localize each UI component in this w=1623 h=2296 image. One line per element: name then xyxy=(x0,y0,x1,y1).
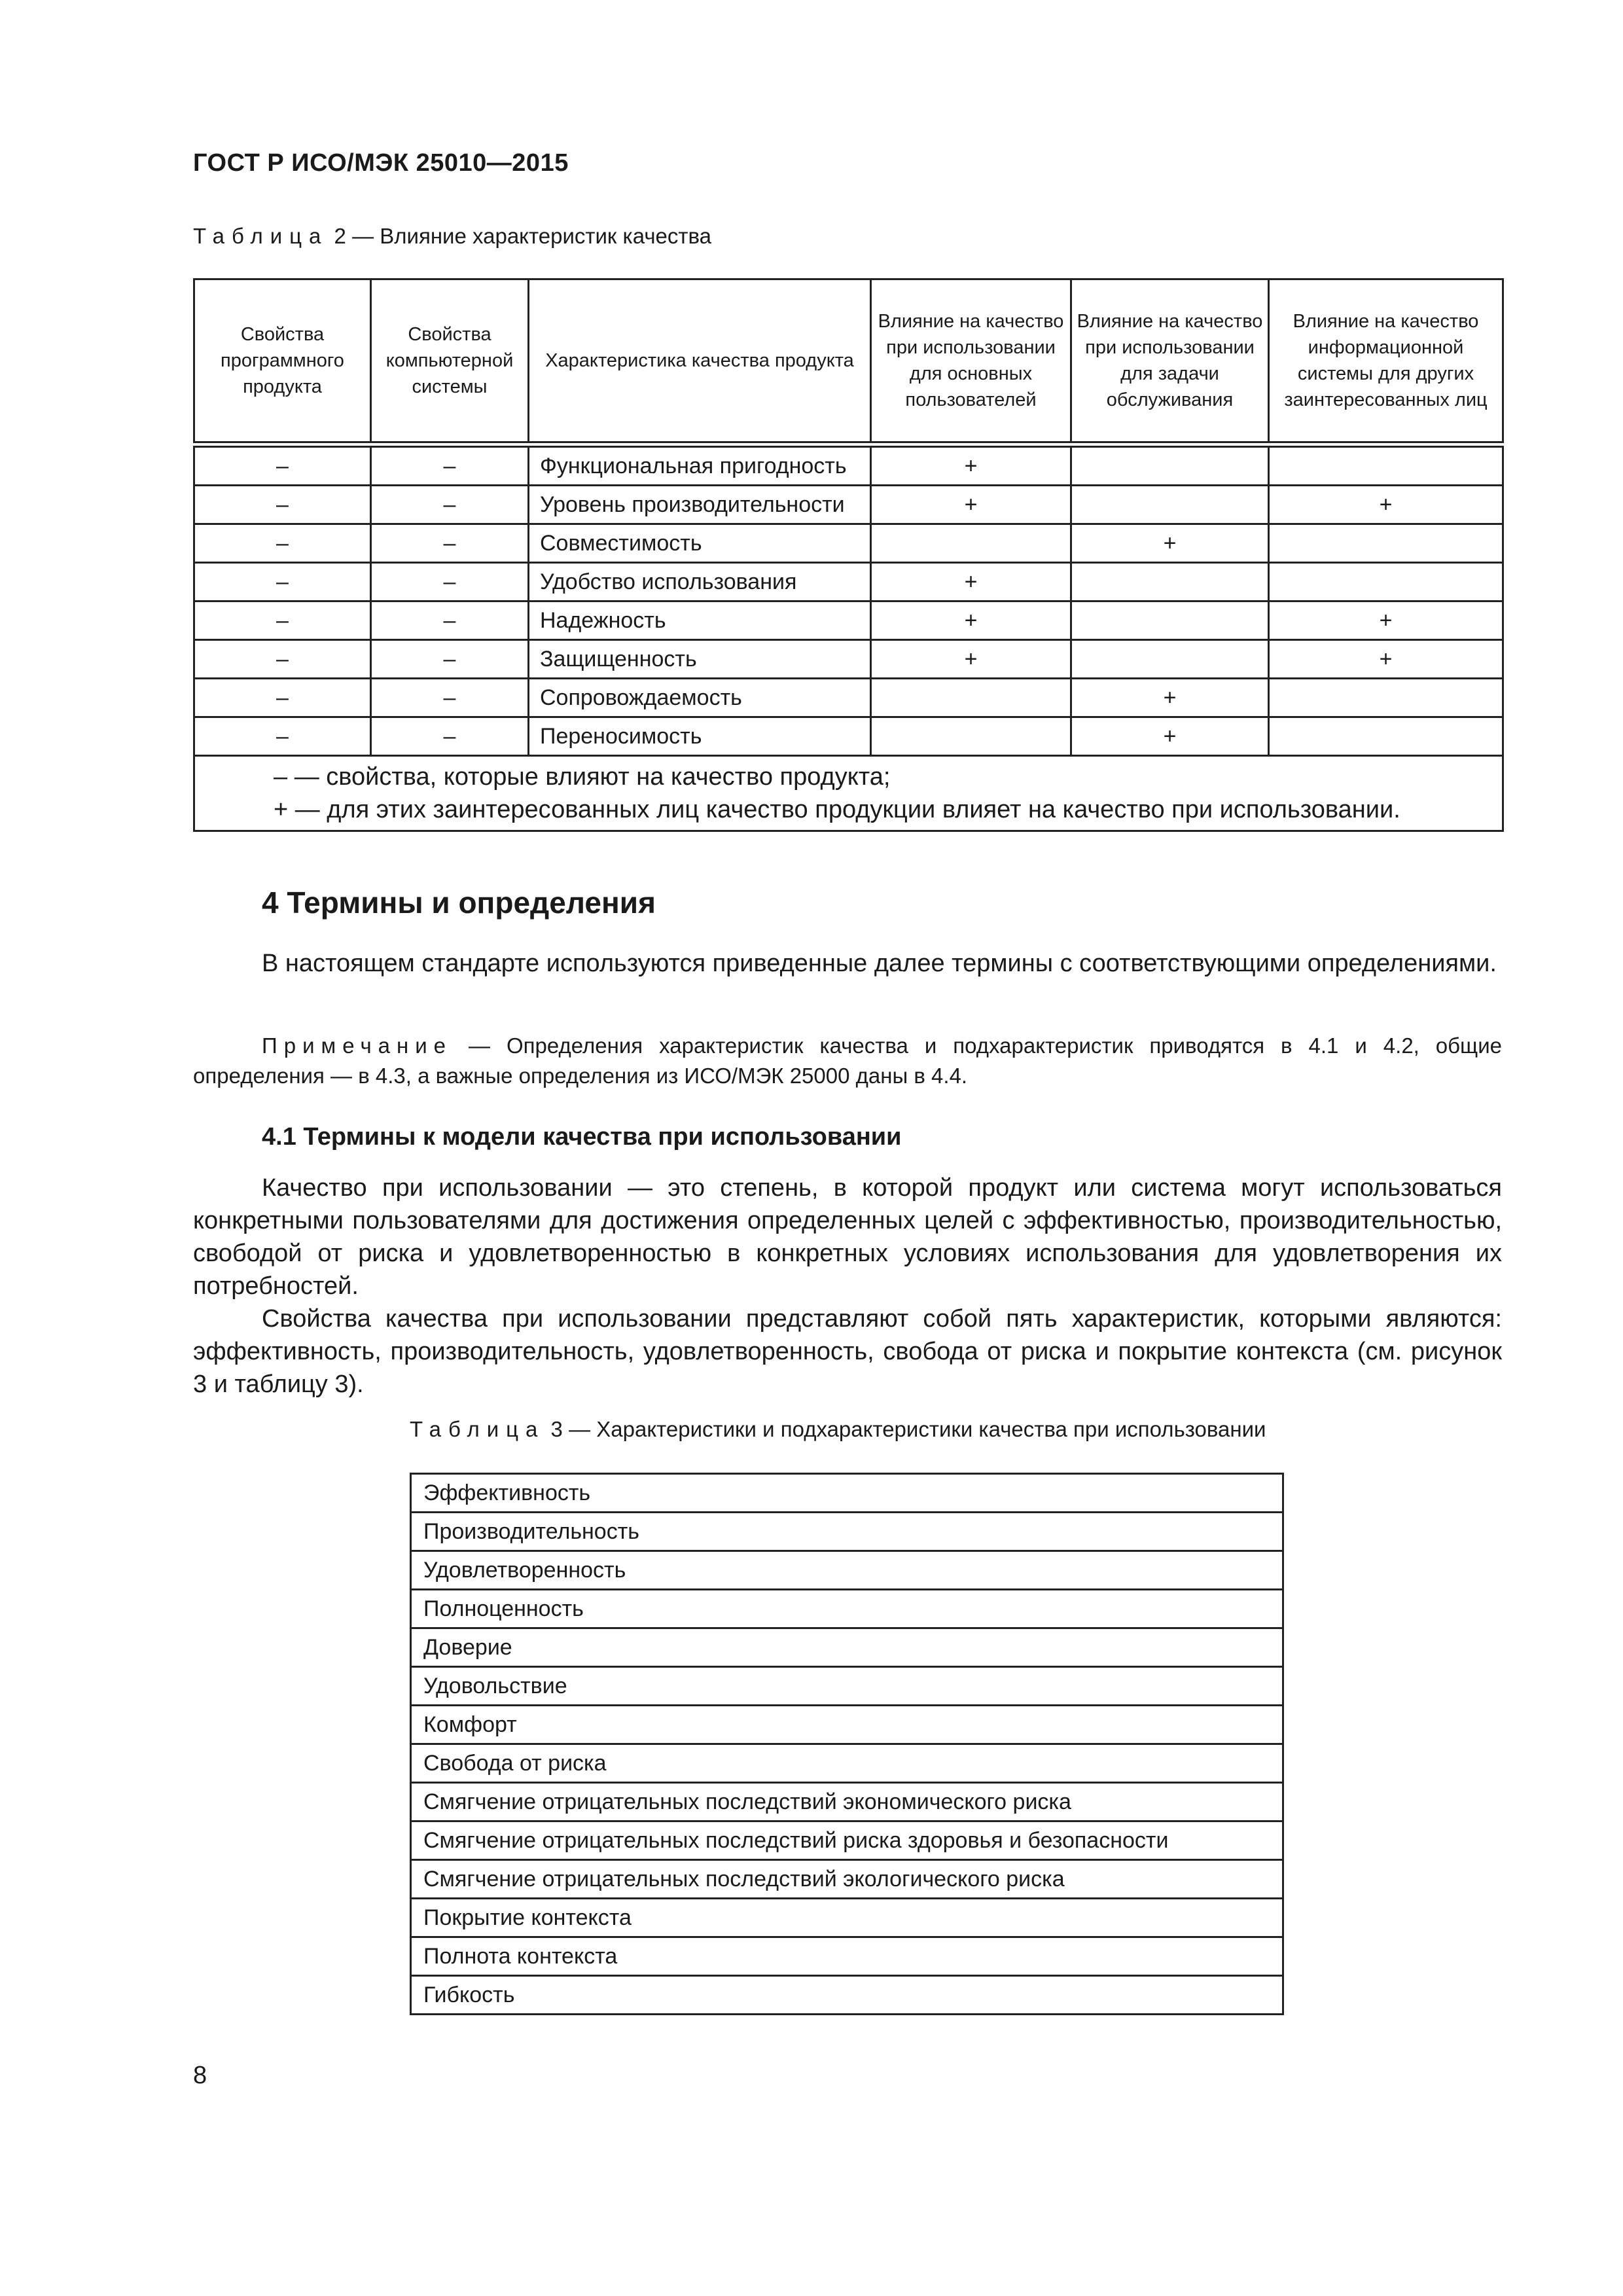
table-cell: – xyxy=(194,640,371,679)
table-cell: Смягчение отрицательных последствий риска здоровья и безопасности xyxy=(411,1821,1283,1860)
table-cell: + xyxy=(1071,679,1269,717)
table-cell: + xyxy=(871,563,1071,601)
table-cell: Производительность xyxy=(411,1513,1283,1551)
table2-caption xyxy=(193,224,711,249)
table-row xyxy=(194,524,1503,563)
table-row xyxy=(411,1513,1283,1551)
table-cell xyxy=(1269,679,1503,717)
table-cell: Переносимость xyxy=(529,717,871,756)
table-row xyxy=(411,1706,1283,1744)
table-cell: + xyxy=(871,444,1071,486)
header-computer-system-properties: Свойства компьютерной системы xyxy=(371,279,529,445)
table2-legend-row xyxy=(194,756,1503,831)
table-cell: Полноценность xyxy=(411,1590,1283,1628)
table-cell xyxy=(1269,563,1503,601)
table-cell: Функциональная пригодность xyxy=(529,444,871,486)
table-cell: – xyxy=(371,717,529,756)
table-cell: – xyxy=(371,640,529,679)
table-cell: Смягчение отрицательных последствий экологического риска xyxy=(411,1860,1283,1899)
table-cell: – xyxy=(371,679,529,717)
table-cell: – xyxy=(371,444,529,486)
table-row xyxy=(194,486,1503,524)
table-cell: + xyxy=(1269,640,1503,679)
section-4-note xyxy=(193,1031,1502,1091)
table-row xyxy=(411,1783,1283,1821)
legend-minus-line: – — свойства, которые влияют на качество продукта; xyxy=(274,763,891,791)
header-impact-primary-users: Влияние на качество при использовании для основных пользователей xyxy=(871,279,1071,445)
table-cell: Гибкость xyxy=(411,1976,1283,2015)
table-cell: – xyxy=(194,601,371,640)
table-row xyxy=(411,1667,1283,1706)
table-cell xyxy=(1071,486,1269,524)
table-cell xyxy=(871,524,1071,563)
document-header: ГОСТ Р ИСО/МЭК 25010—2015 xyxy=(193,149,569,177)
table2-header-row xyxy=(194,279,1503,445)
table-row xyxy=(411,1474,1283,1513)
header-quality-characteristic: Характеристика качества продукта xyxy=(529,279,871,445)
table-row xyxy=(411,1590,1283,1628)
table-cell: Защищенность xyxy=(529,640,871,679)
section-4-intro-text: В настоящем стандарте используются приведенные далее термины с соответствующими определениями. xyxy=(262,950,1497,977)
table-cell xyxy=(871,679,1071,717)
table-row xyxy=(194,717,1503,756)
section-4-intro xyxy=(193,947,1502,980)
table-row xyxy=(411,1937,1283,1976)
table-cell: – xyxy=(371,563,529,601)
table-row xyxy=(194,601,1503,640)
table-cell: Эффективность xyxy=(411,1474,1283,1513)
table-cell xyxy=(1269,717,1503,756)
quality-influence-table xyxy=(193,278,1504,832)
table-row xyxy=(411,1976,1283,2015)
table-row xyxy=(411,1821,1283,1860)
table-cell: Удобство использования xyxy=(529,563,871,601)
table-cell: + xyxy=(871,486,1071,524)
section-4-1-para1 xyxy=(193,1172,1502,1302)
table-row xyxy=(194,640,1503,679)
table2-caption-prefix: Таблица xyxy=(193,224,329,248)
table-cell: Полнота контекста xyxy=(411,1937,1283,1976)
section-4-1-para2-text: Свойства качества при использовании представляют собой пять характеристик, которыми являются: эффективность, производительность, удовлетворенность, свобода от риска и покрытие контекста (см. рисунок 3 и таблицу 3). xyxy=(193,1305,1502,1398)
section-4-1-title: 4.1 Термины к модели качества при использовании xyxy=(262,1123,902,1151)
table-cell xyxy=(1269,444,1503,486)
table-cell xyxy=(1071,601,1269,640)
table-cell: Удовлетворенность xyxy=(411,1551,1283,1590)
table-cell: Надежность xyxy=(529,601,871,640)
table-row xyxy=(411,1899,1283,1937)
table-cell: + xyxy=(871,601,1071,640)
table2-caption-title: 2 — Влияние характеристик качества xyxy=(328,224,711,248)
table-row xyxy=(411,1628,1283,1667)
table-row xyxy=(411,1744,1283,1783)
table-cell: – xyxy=(371,524,529,563)
note-prefix: Примечание xyxy=(262,1033,453,1058)
note-text: — Определения характеристик качества и подхарактеристик приводятся в 4.1 и 4.2, общие определения — в 4.3, а важные определения из ИСО/МЭК 25000 даны в 4.4. xyxy=(193,1033,1502,1088)
table3-caption-title: 3 — Характеристики и подхарактеристики качества при использовании xyxy=(544,1417,1266,1441)
header-software-properties: Свойства программного продукта xyxy=(194,279,371,445)
table-cell: – xyxy=(194,486,371,524)
table-cell: – xyxy=(194,717,371,756)
table-cell: + xyxy=(1071,524,1269,563)
table3-caption-prefix: Таблица xyxy=(410,1417,545,1441)
header-impact-maintenance: Влияние на качество при использовании для задачи обслуживания xyxy=(1071,279,1269,445)
table-row xyxy=(194,444,1503,486)
table-cell xyxy=(1071,563,1269,601)
table-cell: Комфорт xyxy=(411,1706,1283,1744)
table-cell xyxy=(1269,524,1503,563)
table-cell: Смягчение отрицательных последствий экономического риска xyxy=(411,1783,1283,1821)
table-cell: – xyxy=(371,486,529,524)
table-cell: – xyxy=(371,601,529,640)
table-cell: – xyxy=(194,524,371,563)
table-cell: Свобода от риска xyxy=(411,1744,1283,1783)
legend-plus-line: + — для этих заинтересованных лиц качество продукции влияет на качество при использовании. xyxy=(274,796,1400,823)
table-row xyxy=(411,1551,1283,1590)
table3-caption xyxy=(410,1417,1266,1442)
table-cell: + xyxy=(871,640,1071,679)
table-row xyxy=(194,563,1503,601)
table-cell: Доверие xyxy=(411,1628,1283,1667)
table-cell: Сопровождаемость xyxy=(529,679,871,717)
section-4-1-para1-text: Качество при использовании — это степень, в которой продукт или система могут использоваться конкретными пользователями для достижения определенных целей с эффективностью, производительностью, свободой от риска и удовлетворенностью в конкретных условиях использования для удовлетворения их потребностей. xyxy=(193,1174,1502,1300)
table-cell: Удовольствие xyxy=(411,1667,1283,1706)
quality-in-use-table xyxy=(410,1473,1284,2015)
table-cell: – xyxy=(194,444,371,486)
table-cell: – xyxy=(194,563,371,601)
table-cell: + xyxy=(1071,717,1269,756)
table-cell: + xyxy=(1269,486,1503,524)
table-cell xyxy=(1071,640,1269,679)
table-row xyxy=(411,1860,1283,1899)
table-cell: – xyxy=(194,679,371,717)
table-cell: Совместимость xyxy=(529,524,871,563)
table-cell xyxy=(871,717,1071,756)
section-4-1-para2 xyxy=(193,1302,1502,1401)
table-cell: Покрытие контекста xyxy=(411,1899,1283,1937)
table-cell: Уровень производительности xyxy=(529,486,871,524)
section-4-title: 4 Термины и определения xyxy=(262,886,656,920)
table-row xyxy=(194,679,1503,717)
page-number: 8 xyxy=(193,2062,207,2089)
header-impact-other-stakeholders: Влияние на качество информационной системы для других заинтересованных лиц xyxy=(1269,279,1503,445)
table2-legend xyxy=(194,756,1503,831)
table-cell: + xyxy=(1269,601,1503,640)
table-cell xyxy=(1071,444,1269,486)
